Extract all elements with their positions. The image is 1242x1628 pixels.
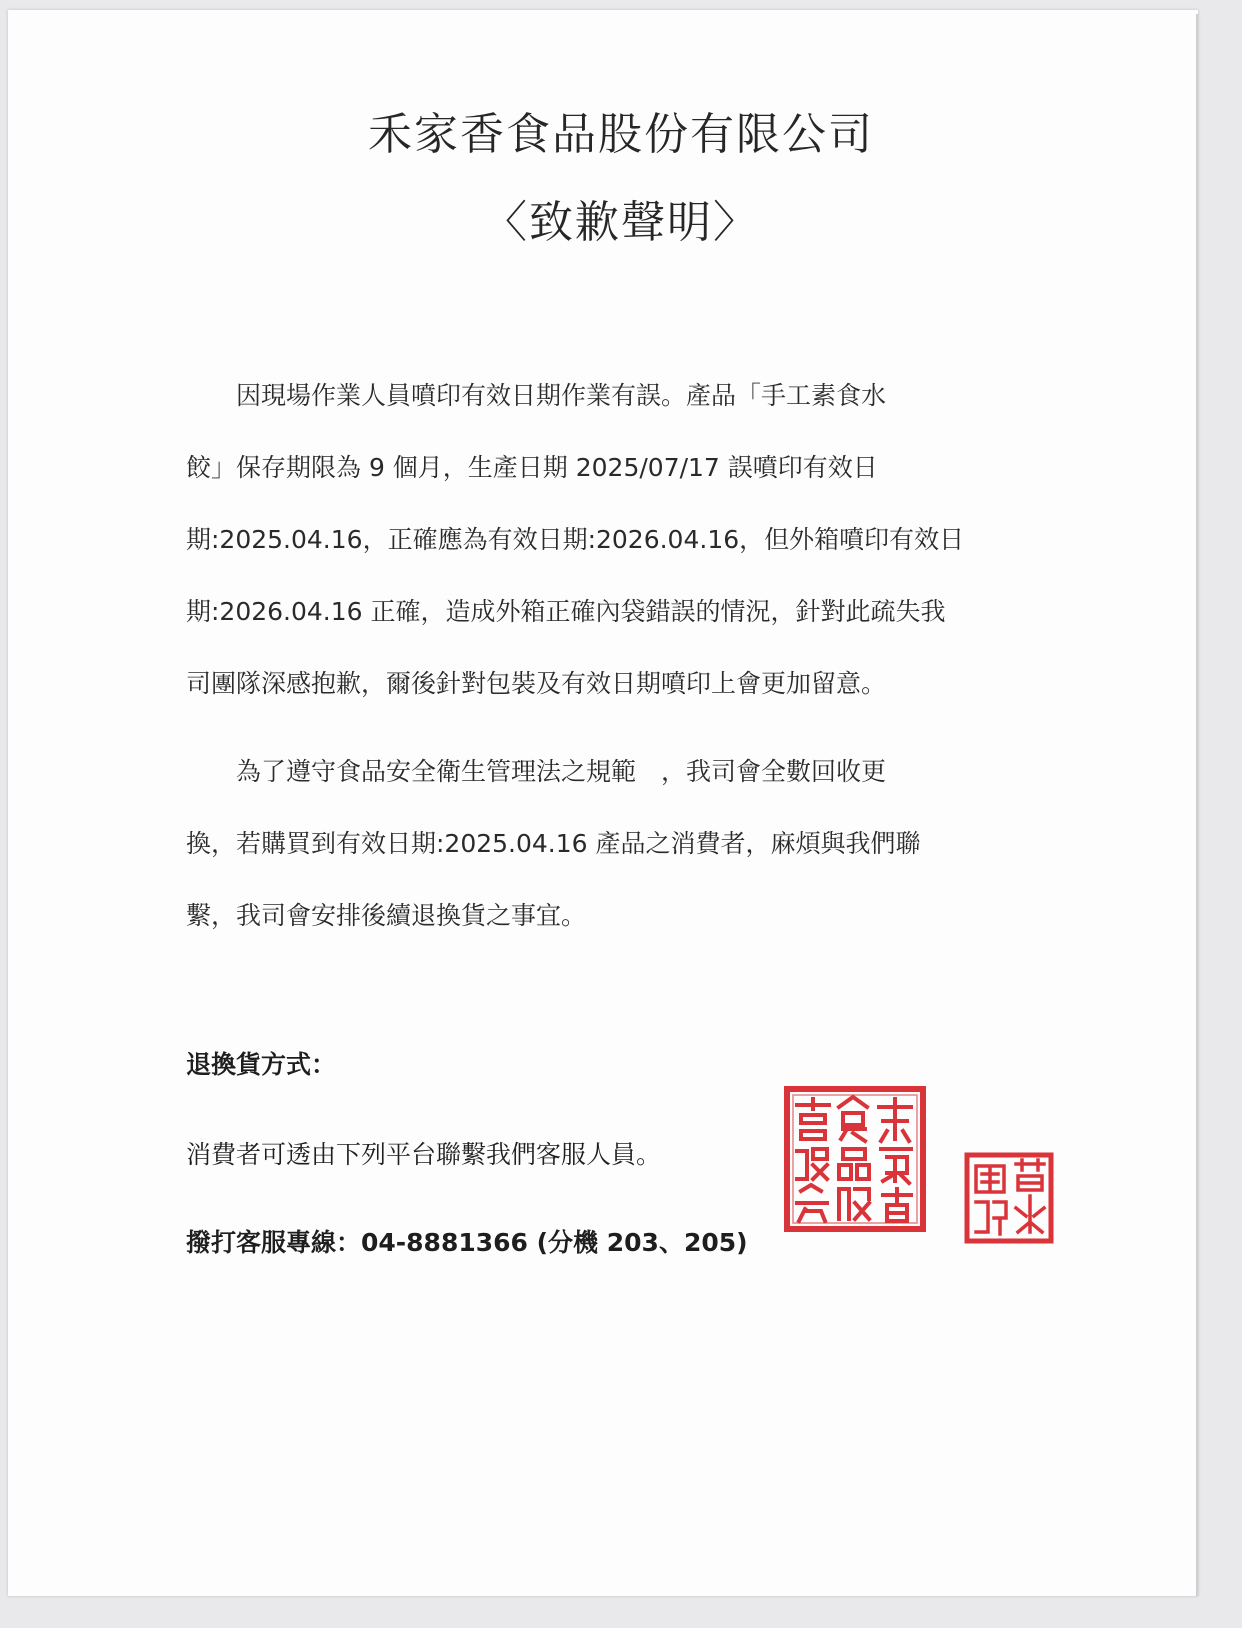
representative-seal-graphic — [964, 1152, 1054, 1244]
company-seal-stamp — [783, 1085, 927, 1237]
paragraph-line: 因現場作業人員噴印有效日期作業有誤。產品「手工素食水 — [186, 381, 887, 410]
paragraph-line: 繫，我司會安排後續退換貨之事宜。 — [186, 901, 587, 930]
representative-seal-stamp — [964, 1152, 1054, 1248]
paragraph-line: 期:2025.04.16，正確應為有效日期:2026.04.16，但外箱噴印有效日 — [186, 525, 965, 554]
paragraph-incident — [186, 360, 1026, 720]
paragraph-line: 為了遵守食品安全衛生管理法之規範 ，我司會全數回收更 — [186, 757, 887, 786]
statement-title: 〈致歉聲明〉 — [483, 197, 759, 248]
paragraph-recall — [186, 736, 1026, 952]
company-seal-graphic — [783, 1085, 927, 1233]
customer-service-hotline: 撥打客服專線：04-8881366 (分機 203、205) — [186, 1228, 748, 1257]
return-method-heading: 退換貨方式： — [186, 1050, 337, 1079]
paragraph-line: 餃」保存期限為 9 個月，生產日期 2025/07/17 誤噴印有效日 — [186, 453, 878, 482]
company-name: 禾家香食品股份有限公司 — [368, 109, 874, 160]
page-edge — [1196, 14, 1198, 1596]
paragraph-line: 換，若購買到有效日期:2025.04.16 產品之消費者，麻煩與我們聯 — [186, 829, 921, 858]
paragraph-line: 司團隊深感抱歉，爾後針對包裝及有效日期噴印上會更加留意。 — [186, 669, 887, 698]
contact-note: 消費者可透由下列平台聯繫我們客服人員。 — [186, 1140, 662, 1169]
paragraph-line: 期:2026.04.16 正確，造成外箱正確內袋錯誤的情況，針對此疏失我 — [186, 597, 946, 626]
